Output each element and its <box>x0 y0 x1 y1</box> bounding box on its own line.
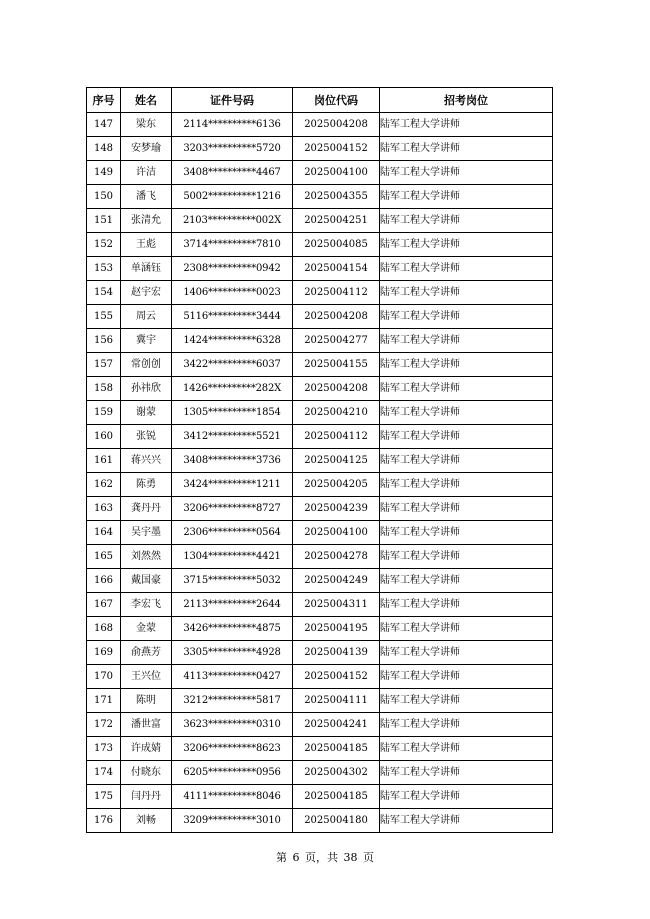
cell-serial-number: 147 <box>87 113 121 137</box>
cell-position-code: 2025004139 <box>293 641 380 665</box>
cell-name: 赵宇宏 <box>121 281 172 305</box>
table-row <box>87 545 553 569</box>
cell-serial-number: 166 <box>87 569 121 593</box>
table-body <box>87 113 553 833</box>
table-row <box>87 377 553 401</box>
table-row <box>87 737 553 761</box>
cell-position-code: 2025004241 <box>293 713 380 737</box>
cell-serial-number: 157 <box>87 353 121 377</box>
cell-position: 陆军工程大学讲师 <box>380 425 553 449</box>
cell-position: 陆军工程大学讲师 <box>380 737 553 761</box>
cell-name: 刘畅 <box>121 809 172 833</box>
cell-name: 潘世富 <box>121 713 172 737</box>
cell-id-number: 6205**********0956 <box>172 761 293 785</box>
cell-serial-number: 167 <box>87 593 121 617</box>
cell-id-number: 3623**********0310 <box>172 713 293 737</box>
cell-id-number: 3412**********5521 <box>172 425 293 449</box>
cell-id-number: 3206**********8727 <box>172 497 293 521</box>
cell-position: 陆军工程大学讲师 <box>380 449 553 473</box>
cell-serial-number: 170 <box>87 665 121 689</box>
table-row <box>87 257 553 281</box>
table-row <box>87 305 553 329</box>
cell-position-code: 2025004277 <box>293 329 380 353</box>
cell-name: 陈明 <box>121 689 172 713</box>
cell-name: 戴国豪 <box>121 569 172 593</box>
page-footer: 第 6 页，共 38 页 <box>276 851 374 864</box>
cell-position-code: 2025004125 <box>293 449 380 473</box>
cell-name: 张清允 <box>121 209 172 233</box>
cell-serial-number: 174 <box>87 761 121 785</box>
cell-name: 金蒙 <box>121 617 172 641</box>
cell-name: 孙祎欣 <box>121 377 172 401</box>
table-header-row <box>87 88 553 113</box>
cell-name: 闫丹丹 <box>121 785 172 809</box>
candidate-table <box>86 87 553 833</box>
table-row <box>87 785 553 809</box>
cell-serial-number: 156 <box>87 329 121 353</box>
cell-serial-number: 158 <box>87 377 121 401</box>
cell-serial-number: 175 <box>87 785 121 809</box>
cell-name: 冀宇 <box>121 329 172 353</box>
cell-id-number: 1424**********6328 <box>172 329 293 353</box>
cell-position: 陆军工程大学讲师 <box>380 353 553 377</box>
cell-serial-number: 148 <box>87 137 121 161</box>
cell-position: 陆军工程大学讲师 <box>380 809 553 833</box>
cell-position: 陆军工程大学讲师 <box>380 401 553 425</box>
cell-serial-number: 152 <box>87 233 121 257</box>
table-row <box>87 449 553 473</box>
cell-serial-number: 155 <box>87 305 121 329</box>
cell-serial-number: 162 <box>87 473 121 497</box>
cell-position: 陆军工程大学讲师 <box>380 569 553 593</box>
cell-name: 付晓东 <box>121 761 172 785</box>
cell-name: 王彪 <box>121 233 172 257</box>
cell-name: 许洁 <box>121 161 172 185</box>
header-position-code: 岗位代码 <box>293 88 380 113</box>
cell-position-code: 2025004112 <box>293 425 380 449</box>
header-serial-number: 序号 <box>87 88 121 113</box>
cell-name: 刘然然 <box>121 545 172 569</box>
cell-id-number: 3424**********1211 <box>172 473 293 497</box>
table-row <box>87 497 553 521</box>
cell-id-number: 2308**********0942 <box>172 257 293 281</box>
cell-id-number: 2103**********002X <box>172 209 293 233</box>
cell-id-number: 1406**********0023 <box>172 281 293 305</box>
table-row <box>87 401 553 425</box>
cell-position-code: 2025004100 <box>293 161 380 185</box>
cell-serial-number: 176 <box>87 809 121 833</box>
table-row <box>87 809 553 833</box>
cell-position: 陆军工程大学讲师 <box>380 305 553 329</box>
cell-position-code: 2025004208 <box>293 113 380 137</box>
cell-position-code: 2025004302 <box>293 761 380 785</box>
cell-id-number: 3305**********4928 <box>172 641 293 665</box>
cell-id-number: 5002**********1216 <box>172 185 293 209</box>
cell-position: 陆军工程大学讲师 <box>380 665 553 689</box>
cell-position: 陆军工程大学讲师 <box>380 641 553 665</box>
cell-serial-number: 150 <box>87 185 121 209</box>
cell-id-number: 1426**********282X <box>172 377 293 401</box>
cell-id-number: 3408**********4467 <box>172 161 293 185</box>
cell-name: 陈勇 <box>121 473 172 497</box>
cell-position-code: 2025004251 <box>293 209 380 233</box>
cell-position-code: 2025004154 <box>293 257 380 281</box>
cell-position: 陆军工程大学讲师 <box>380 209 553 233</box>
cell-serial-number: 149 <box>87 161 121 185</box>
cell-id-number: 3206**********8623 <box>172 737 293 761</box>
header-id-number: 证件号码 <box>172 88 293 113</box>
cell-id-number: 2114**********6136 <box>172 113 293 137</box>
cell-id-number: 3422**********6037 <box>172 353 293 377</box>
cell-position: 陆军工程大学讲师 <box>380 593 553 617</box>
cell-position: 陆军工程大学讲师 <box>380 761 553 785</box>
cell-id-number: 3715**********5032 <box>172 569 293 593</box>
cell-id-number: 3714**********7810 <box>172 233 293 257</box>
cell-id-number: 5116**********3444 <box>172 305 293 329</box>
cell-name: 王兴位 <box>121 665 172 689</box>
cell-position: 陆军工程大学讲师 <box>380 521 553 545</box>
cell-position: 陆军工程大学讲师 <box>380 473 553 497</box>
table-row <box>87 329 553 353</box>
table-row <box>87 689 553 713</box>
cell-name: 周云 <box>121 305 172 329</box>
cell-serial-number: 169 <box>87 641 121 665</box>
table-row <box>87 593 553 617</box>
cell-id-number: 2113**********2644 <box>172 593 293 617</box>
table-row <box>87 569 553 593</box>
cell-position: 陆军工程大学讲师 <box>380 329 553 353</box>
cell-position: 陆军工程大学讲师 <box>380 785 553 809</box>
cell-id-number: 1305**********1854 <box>172 401 293 425</box>
cell-position: 陆军工程大学讲师 <box>380 185 553 209</box>
cell-position: 陆军工程大学讲师 <box>380 233 553 257</box>
cell-id-number: 3212**********5817 <box>172 689 293 713</box>
table-row <box>87 281 553 305</box>
cell-position-code: 2025004208 <box>293 305 380 329</box>
cell-id-number: 1304**********4421 <box>172 545 293 569</box>
cell-position: 陆军工程大学讲师 <box>380 689 553 713</box>
cell-position-code: 2025004152 <box>293 665 380 689</box>
cell-id-number: 3203**********5720 <box>172 137 293 161</box>
cell-position: 陆军工程大学讲师 <box>380 617 553 641</box>
cell-position-code: 2025004100 <box>293 521 380 545</box>
table-row <box>87 761 553 785</box>
cell-position: 陆军工程大学讲师 <box>380 113 553 137</box>
cell-position-code: 2025004111 <box>293 689 380 713</box>
cell-position-code: 2025004112 <box>293 281 380 305</box>
cell-serial-number: 151 <box>87 209 121 233</box>
cell-position-code: 2025004249 <box>293 569 380 593</box>
cell-position-code: 2025004180 <box>293 809 380 833</box>
cell-position: 陆军工程大学讲师 <box>380 161 553 185</box>
cell-id-number: 3209**********3010 <box>172 809 293 833</box>
table-row <box>87 473 553 497</box>
cell-serial-number: 171 <box>87 689 121 713</box>
cell-name: 俞燕芳 <box>121 641 172 665</box>
cell-name: 李宏飞 <box>121 593 172 617</box>
cell-id-number: 4111**********8046 <box>172 785 293 809</box>
table-row <box>87 113 553 137</box>
table-row <box>87 353 553 377</box>
cell-name: 吴宇墨 <box>121 521 172 545</box>
cell-id-number: 4113**********0427 <box>172 665 293 689</box>
table-row <box>87 665 553 689</box>
cell-serial-number: 160 <box>87 425 121 449</box>
cell-serial-number: 153 <box>87 257 121 281</box>
table-row <box>87 233 553 257</box>
table-row <box>87 425 553 449</box>
cell-position: 陆军工程大学讲师 <box>380 377 553 401</box>
cell-position: 陆军工程大学讲师 <box>380 137 553 161</box>
table-row <box>87 617 553 641</box>
cell-position: 陆军工程大学讲师 <box>380 713 553 737</box>
cell-name: 潘飞 <box>121 185 172 209</box>
cell-position-code: 2025004311 <box>293 593 380 617</box>
cell-position-code: 2025004185 <box>293 737 380 761</box>
table-row <box>87 521 553 545</box>
cell-position: 陆军工程大学讲师 <box>380 497 553 521</box>
cell-position-code: 2025004355 <box>293 185 380 209</box>
cell-serial-number: 159 <box>87 401 121 425</box>
cell-name: 谢蒙 <box>121 401 172 425</box>
cell-id-number: 3426**********4875 <box>172 617 293 641</box>
cell-position-code: 2025004208 <box>293 377 380 401</box>
cell-position-code: 2025004152 <box>293 137 380 161</box>
cell-id-number: 2306**********0564 <box>172 521 293 545</box>
cell-name: 蒋兴兴 <box>121 449 172 473</box>
cell-position-code: 2025004155 <box>293 353 380 377</box>
cell-serial-number: 164 <box>87 521 121 545</box>
cell-name: 常创创 <box>121 353 172 377</box>
cell-serial-number: 165 <box>87 545 121 569</box>
table-row <box>87 185 553 209</box>
table-row <box>87 641 553 665</box>
cell-serial-number: 154 <box>87 281 121 305</box>
cell-serial-number: 161 <box>87 449 121 473</box>
cell-position-code: 2025004239 <box>293 497 380 521</box>
cell-name: 单涵钰 <box>121 257 172 281</box>
cell-name: 龚丹丹 <box>121 497 172 521</box>
cell-name: 梁东 <box>121 113 172 137</box>
cell-position-code: 2025004278 <box>293 545 380 569</box>
cell-position-code: 2025004210 <box>293 401 380 425</box>
cell-position-code: 2025004205 <box>293 473 380 497</box>
table-row <box>87 209 553 233</box>
cell-id-number: 3408**********3736 <box>172 449 293 473</box>
header-name: 姓名 <box>121 88 172 113</box>
cell-position-code: 2025004185 <box>293 785 380 809</box>
cell-position: 陆军工程大学讲师 <box>380 257 553 281</box>
cell-position-code: 2025004195 <box>293 617 380 641</box>
cell-name: 张锐 <box>121 425 172 449</box>
cell-position: 陆军工程大学讲师 <box>380 545 553 569</box>
cell-position-code: 2025004085 <box>293 233 380 257</box>
cell-name: 许成婧 <box>121 737 172 761</box>
table-row <box>87 137 553 161</box>
table-row <box>87 713 553 737</box>
header-position: 招考岗位 <box>380 88 553 113</box>
cell-serial-number: 168 <box>87 617 121 641</box>
cell-serial-number: 172 <box>87 713 121 737</box>
table-row <box>87 161 553 185</box>
cell-serial-number: 173 <box>87 737 121 761</box>
cell-position: 陆军工程大学讲师 <box>380 281 553 305</box>
cell-name: 安梦瑜 <box>121 137 172 161</box>
cell-serial-number: 163 <box>87 497 121 521</box>
